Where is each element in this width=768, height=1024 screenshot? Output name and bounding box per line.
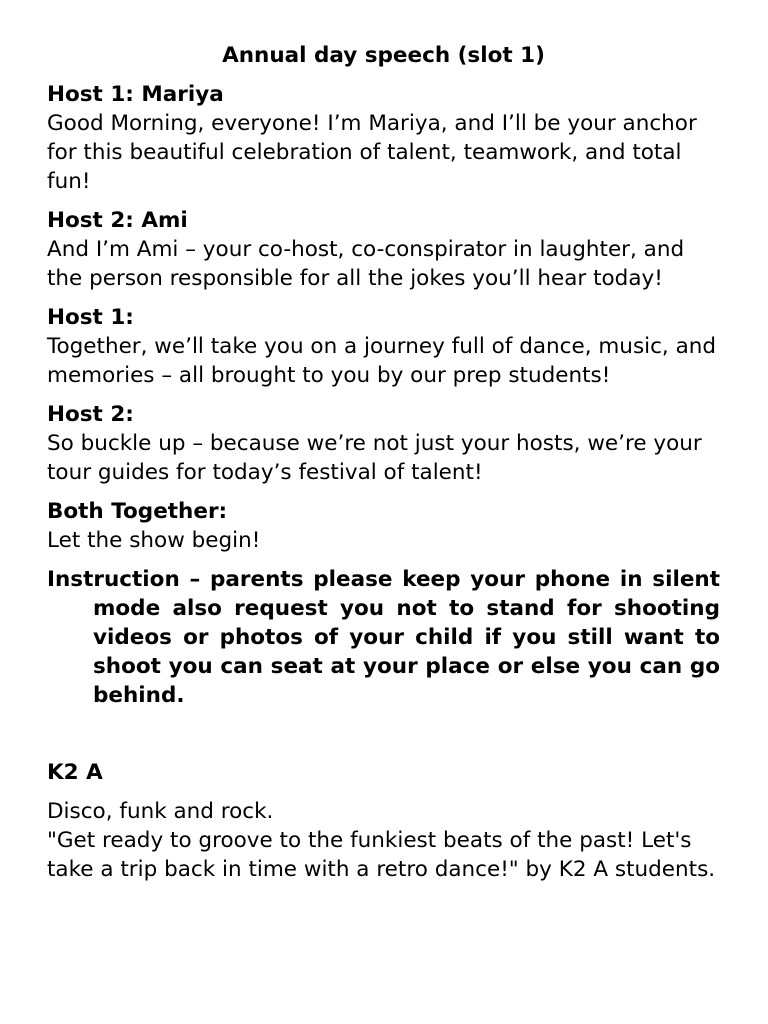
dialogue-text: And I’m Ami – your co-host, co-conspirator in laughter, and the person responsible for all the jokes you’ll hear today! [47,237,685,291]
speaker-label: Both Together: [47,499,228,524]
dialogue-text: So buckle up – because we’re not just your hosts, we’re your tour guides for today’s festival of talent! [47,431,702,485]
speaker-label: Host 1: [47,305,134,330]
dialogue-text: Let the show begin! [47,528,261,553]
speaker-label: Host 1: Mariya [47,82,224,107]
dialogue-block-host2 [47,400,720,487]
dialogue-block-host1-intro [47,80,720,196]
speaker-label: Host 2: [47,402,134,427]
dialogue-block-host1 [47,303,720,390]
section-line: Disco, funk and rock. [47,799,274,824]
section-line: "Get ready to groove to the funkiest beats of the past! Let's take a trip back in time with a retro dance!" by K2 A students. [47,828,716,882]
dialogue-text: Good Morning, everyone! I’m Mariya, and I’ll be your anchor for this beautiful celebration of talent, teamwork, and total fun! [47,111,697,194]
page-title: Annual day speech (slot 1) [222,43,545,68]
dialogue-block-host2-intro [47,206,720,293]
dialogue-block-both [47,497,720,555]
instruction-paragraph: Instruction – parents please keep your phone in silent mode also request you not to stand for shooting videos or photos of your child if you still want to shoot you can seat at your place or else you can go behind. [47,567,720,708]
section-heading: K2 A [47,760,103,785]
section-spacer [47,710,720,758]
dialogue-text: Together, we’ll take you on a journey full of dance, music, and memories – all brought to you by our prep students! [47,334,717,388]
speaker-label: Host 2: Ami [47,208,188,233]
document-page [47,41,720,884]
